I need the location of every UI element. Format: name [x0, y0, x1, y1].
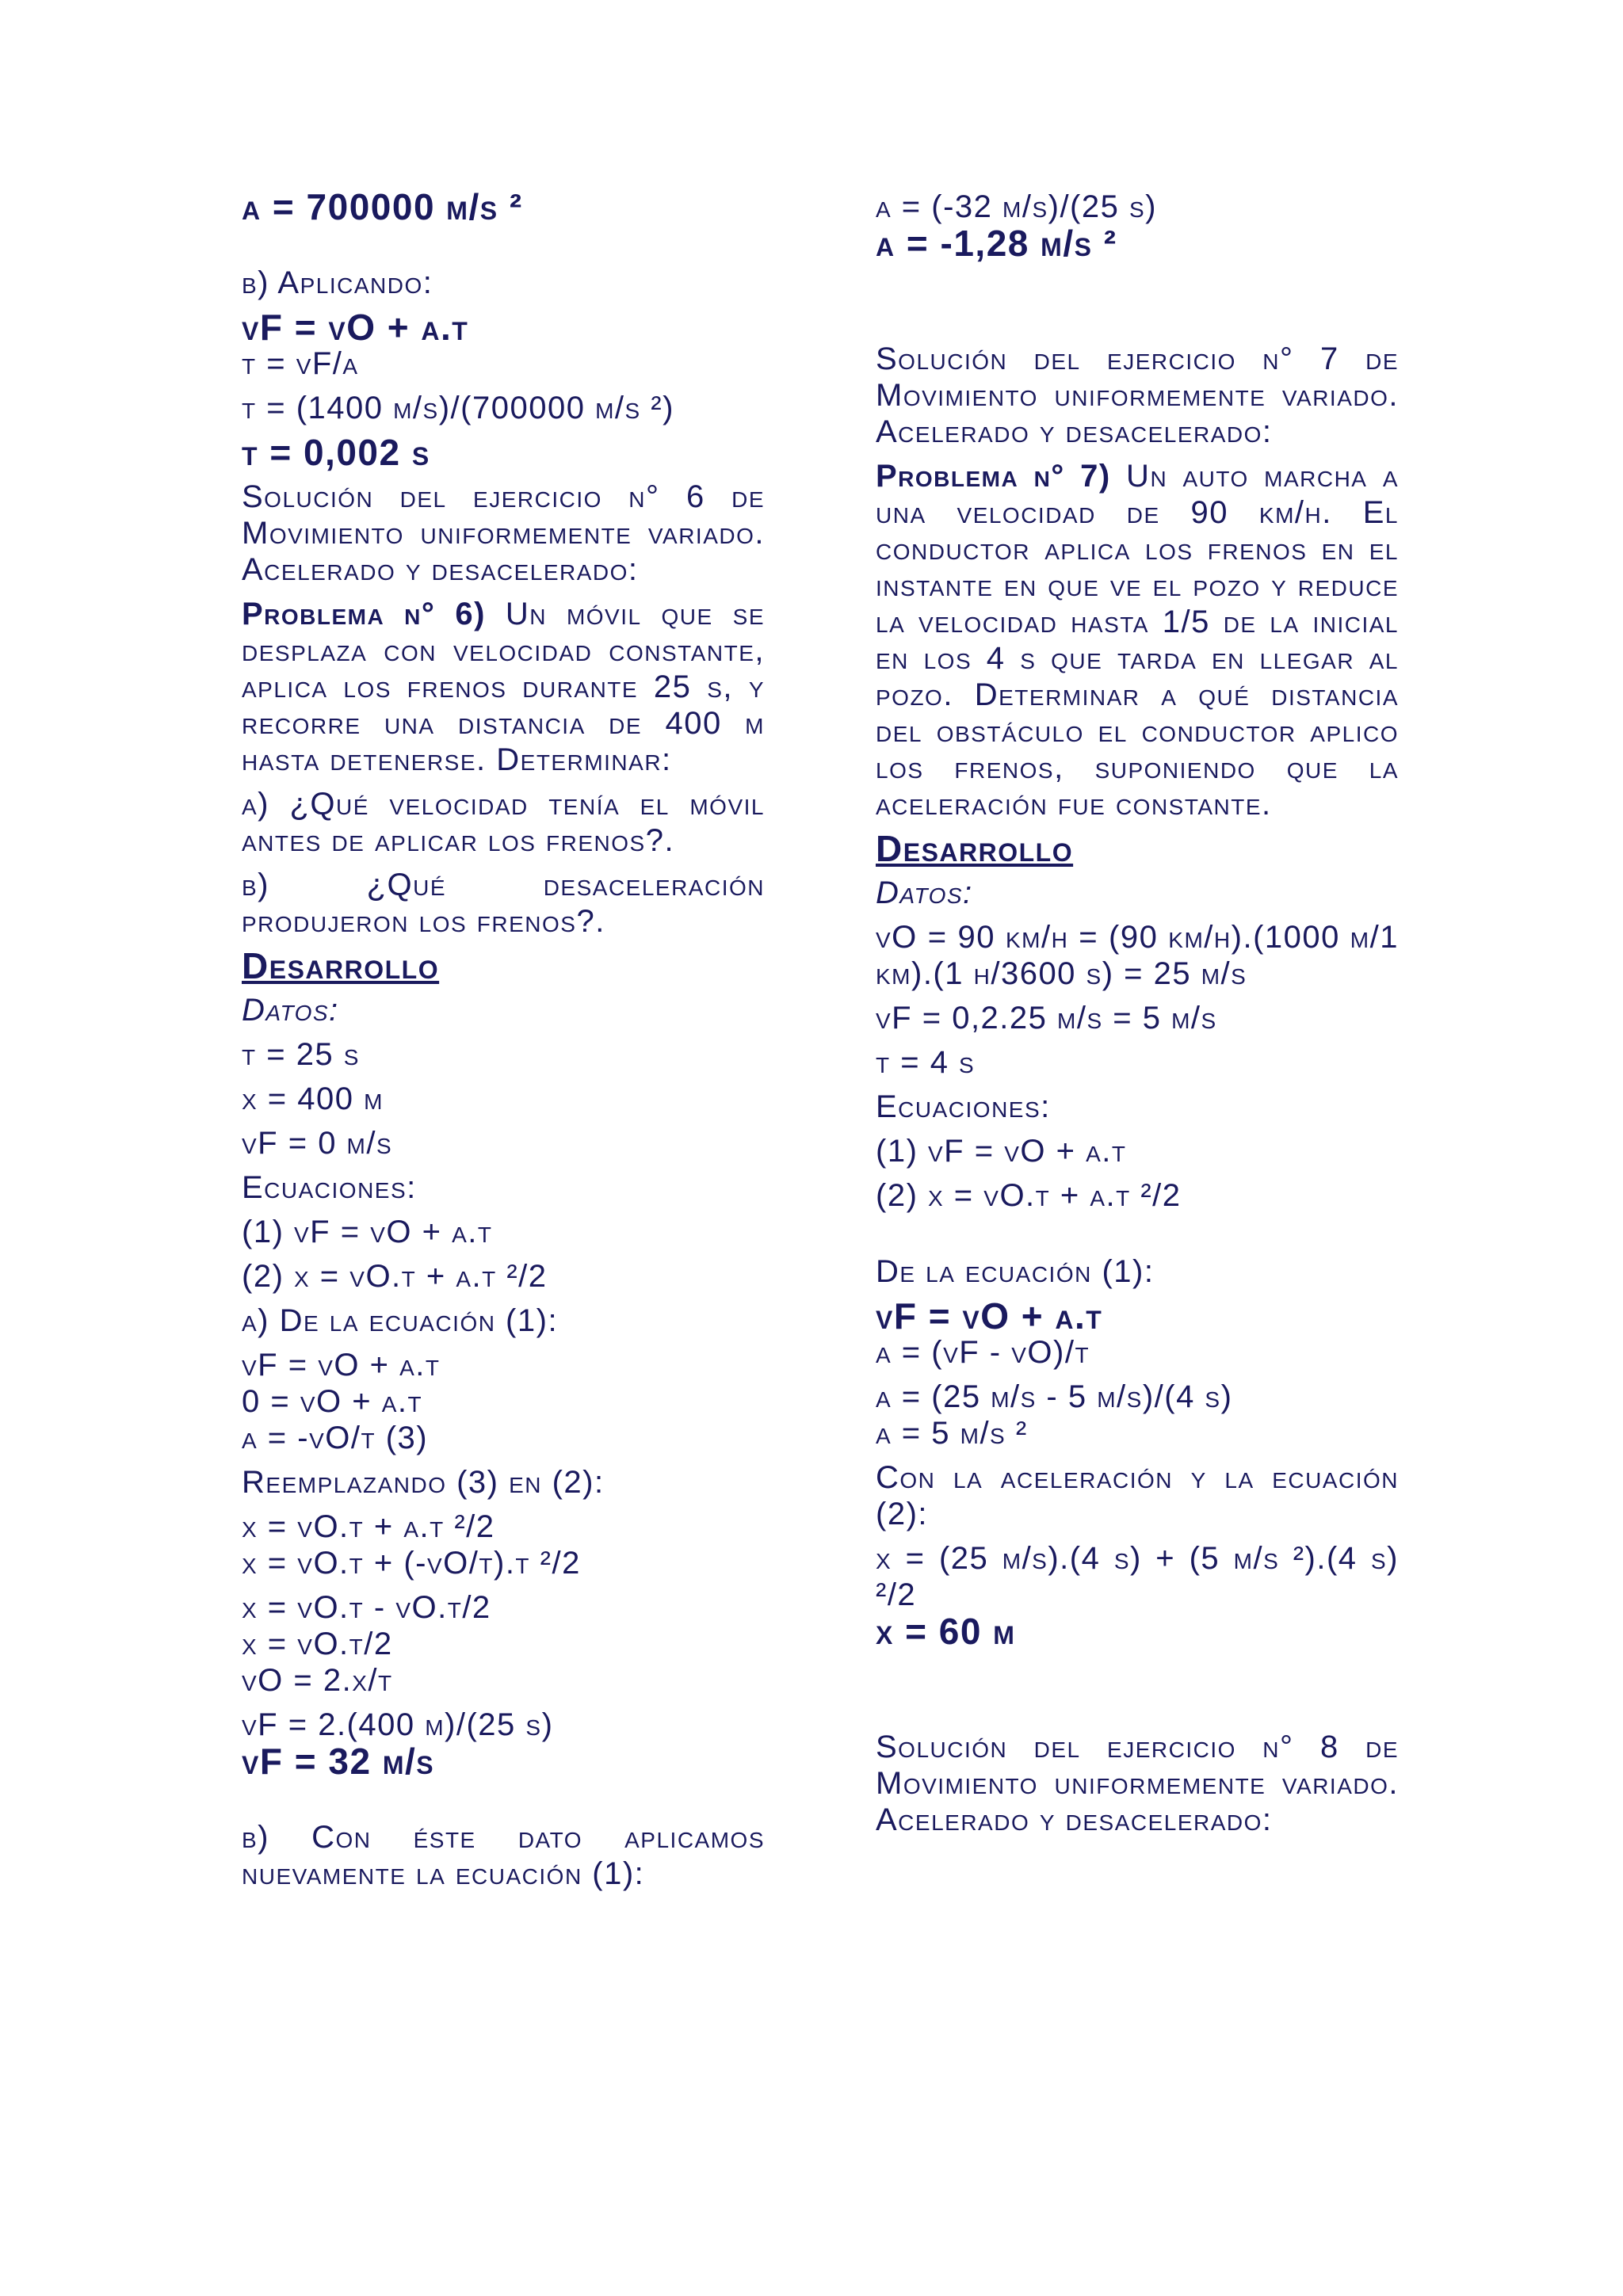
left-line: a) De la ecuación (1):: [242, 1303, 559, 1338]
left-line: Desarrollo: [242, 945, 440, 986]
left-line: 0 = vO + a.t: [242, 1384, 423, 1419]
right-line: Datos:: [876, 875, 973, 910]
left-line: x = vO.t + a.t ²/2: [242, 1509, 495, 1544]
left-line: vF = vO + a.t: [242, 1348, 441, 1383]
left-line: vF = 0 m/s: [242, 1126, 393, 1161]
left-line: (2) x = vO.t + a.t ²/2: [242, 1259, 548, 1294]
right-line: a = (-32 m/s)/(25 s): [876, 189, 1157, 224]
left-line: b) Con éste dato aplicamos nuevamente la ecuación (1):: [242, 1820, 775, 1891]
left-line: t = 25 s: [242, 1037, 360, 1072]
right-line: x = (25 m/s).(4 s) + (5 m/s ²).(4 s) ²/2: [876, 1541, 1409, 1612]
left-line: Solución del ejercicio n° 6 de Movimiento uniformemente variado. Acelerado y desacelerado:: [242, 479, 775, 587]
left-line: t = (1400 m/s)/(700000 m/s ²): [242, 391, 674, 425]
right-line: vF = 0,2.25 m/s = 5 m/s: [876, 1001, 1217, 1035]
left-line: vO = 2.x/t: [242, 1663, 393, 1698]
right-line: (1) vF = vO + a.t: [876, 1134, 1127, 1169]
left-line: (1) vF = vO + a.t: [242, 1215, 493, 1249]
problem-text: Un móvil que se desplaza con velocidad constante, aplica los frenos durante 25 s, y recorre una distancia de 400 m hasta detenerse. Determinar:: [242, 597, 775, 777]
right-line: Solución del ejercicio n° 8 de Movimiento uniformemente variado. Acelerado y desacelerado:: [876, 1730, 1409, 1837]
right-line: t = 4 s: [876, 1045, 976, 1080]
left-line: x = vO.t/2: [242, 1627, 393, 1661]
left-line: Datos:: [242, 993, 339, 1028]
left-line: vF = 32 m/s: [242, 1741, 435, 1782]
right-line: a = (25 m/s - 5 m/s)/(4 s): [876, 1379, 1233, 1414]
right-line: vF = vO + a.t: [876, 1295, 1103, 1337]
left-line: Reemplazando (3) en (2):: [242, 1465, 605, 1500]
left-line: b) ¿Qué desaceleración produjeron los frenos?.: [242, 868, 775, 939]
right-line: Ecuaciones:: [876, 1089, 1051, 1124]
right-line: a = -1,28 m/s ²: [876, 223, 1117, 264]
left-line: x = vO.t + (-vO/t).t ²/2: [242, 1546, 581, 1581]
right-line: (2) x = vO.t + a.t ²/2: [876, 1178, 1182, 1213]
right-line: x = 60 m: [876, 1611, 1016, 1652]
left-line: a) ¿Qué velocidad tenía el móvil antes de aplicar los frenos?.: [242, 787, 775, 858]
right-line: De la ecuación (1):: [876, 1254, 1155, 1289]
left-line: vF = vO + a.t: [242, 307, 469, 348]
left-line: b) Aplicando:: [242, 265, 433, 300]
left-line: a = -vO/t (3): [242, 1421, 429, 1455]
right-line: [876, 458, 1409, 822]
right-column: [876, 189, 1409, 1838]
left-line: a = 700000 m/s ²: [242, 186, 523, 227]
left-column: [242, 186, 775, 1892]
left-line: t = 0,002 s: [242, 432, 430, 473]
right-line: a = (vF - vO)/t: [876, 1335, 1090, 1370]
problem-heading: Problema n° 6): [242, 597, 486, 631]
problem-text: Un auto marcha a una velocidad de 90 km/h. El conductor aplica los frenos en el instante en que ve el pozo y reduce la velocidad hasta 1/5 de la inicial en los 4 s que tarda en llegar al pozo. Determinar a qué distancia del obstáculo el conductor aplico los frenos, suponiendo que la aceleración fue constante.: [876, 459, 1409, 822]
left-line: x = vO.t - vO.t/2: [242, 1590, 491, 1625]
left-line: [242, 596, 775, 778]
left-line: x = 400 m: [242, 1081, 384, 1116]
left-line: Ecuaciones:: [242, 1170, 417, 1205]
right-line: vO = 90 km/h = (90 km/h).(1000 m/1 km).(1 h/3600 s) = 25 m/s: [876, 920, 1409, 991]
right-line: Desarrollo: [876, 828, 1074, 869]
problem-heading: Problema n° 7): [876, 459, 1111, 494]
right-line: a = 5 m/s ²: [876, 1416, 1028, 1451]
right-line: Con la aceleración y la ecuación (2):: [876, 1460, 1409, 1531]
left-line: t = vF/a: [242, 346, 359, 381]
right-line: Solución del ejercicio n° 7 de Movimiento uniformemente variado. Acelerado y desacelerado:: [876, 341, 1409, 449]
left-line: vF = 2.(400 m)/(25 s): [242, 1707, 554, 1742]
